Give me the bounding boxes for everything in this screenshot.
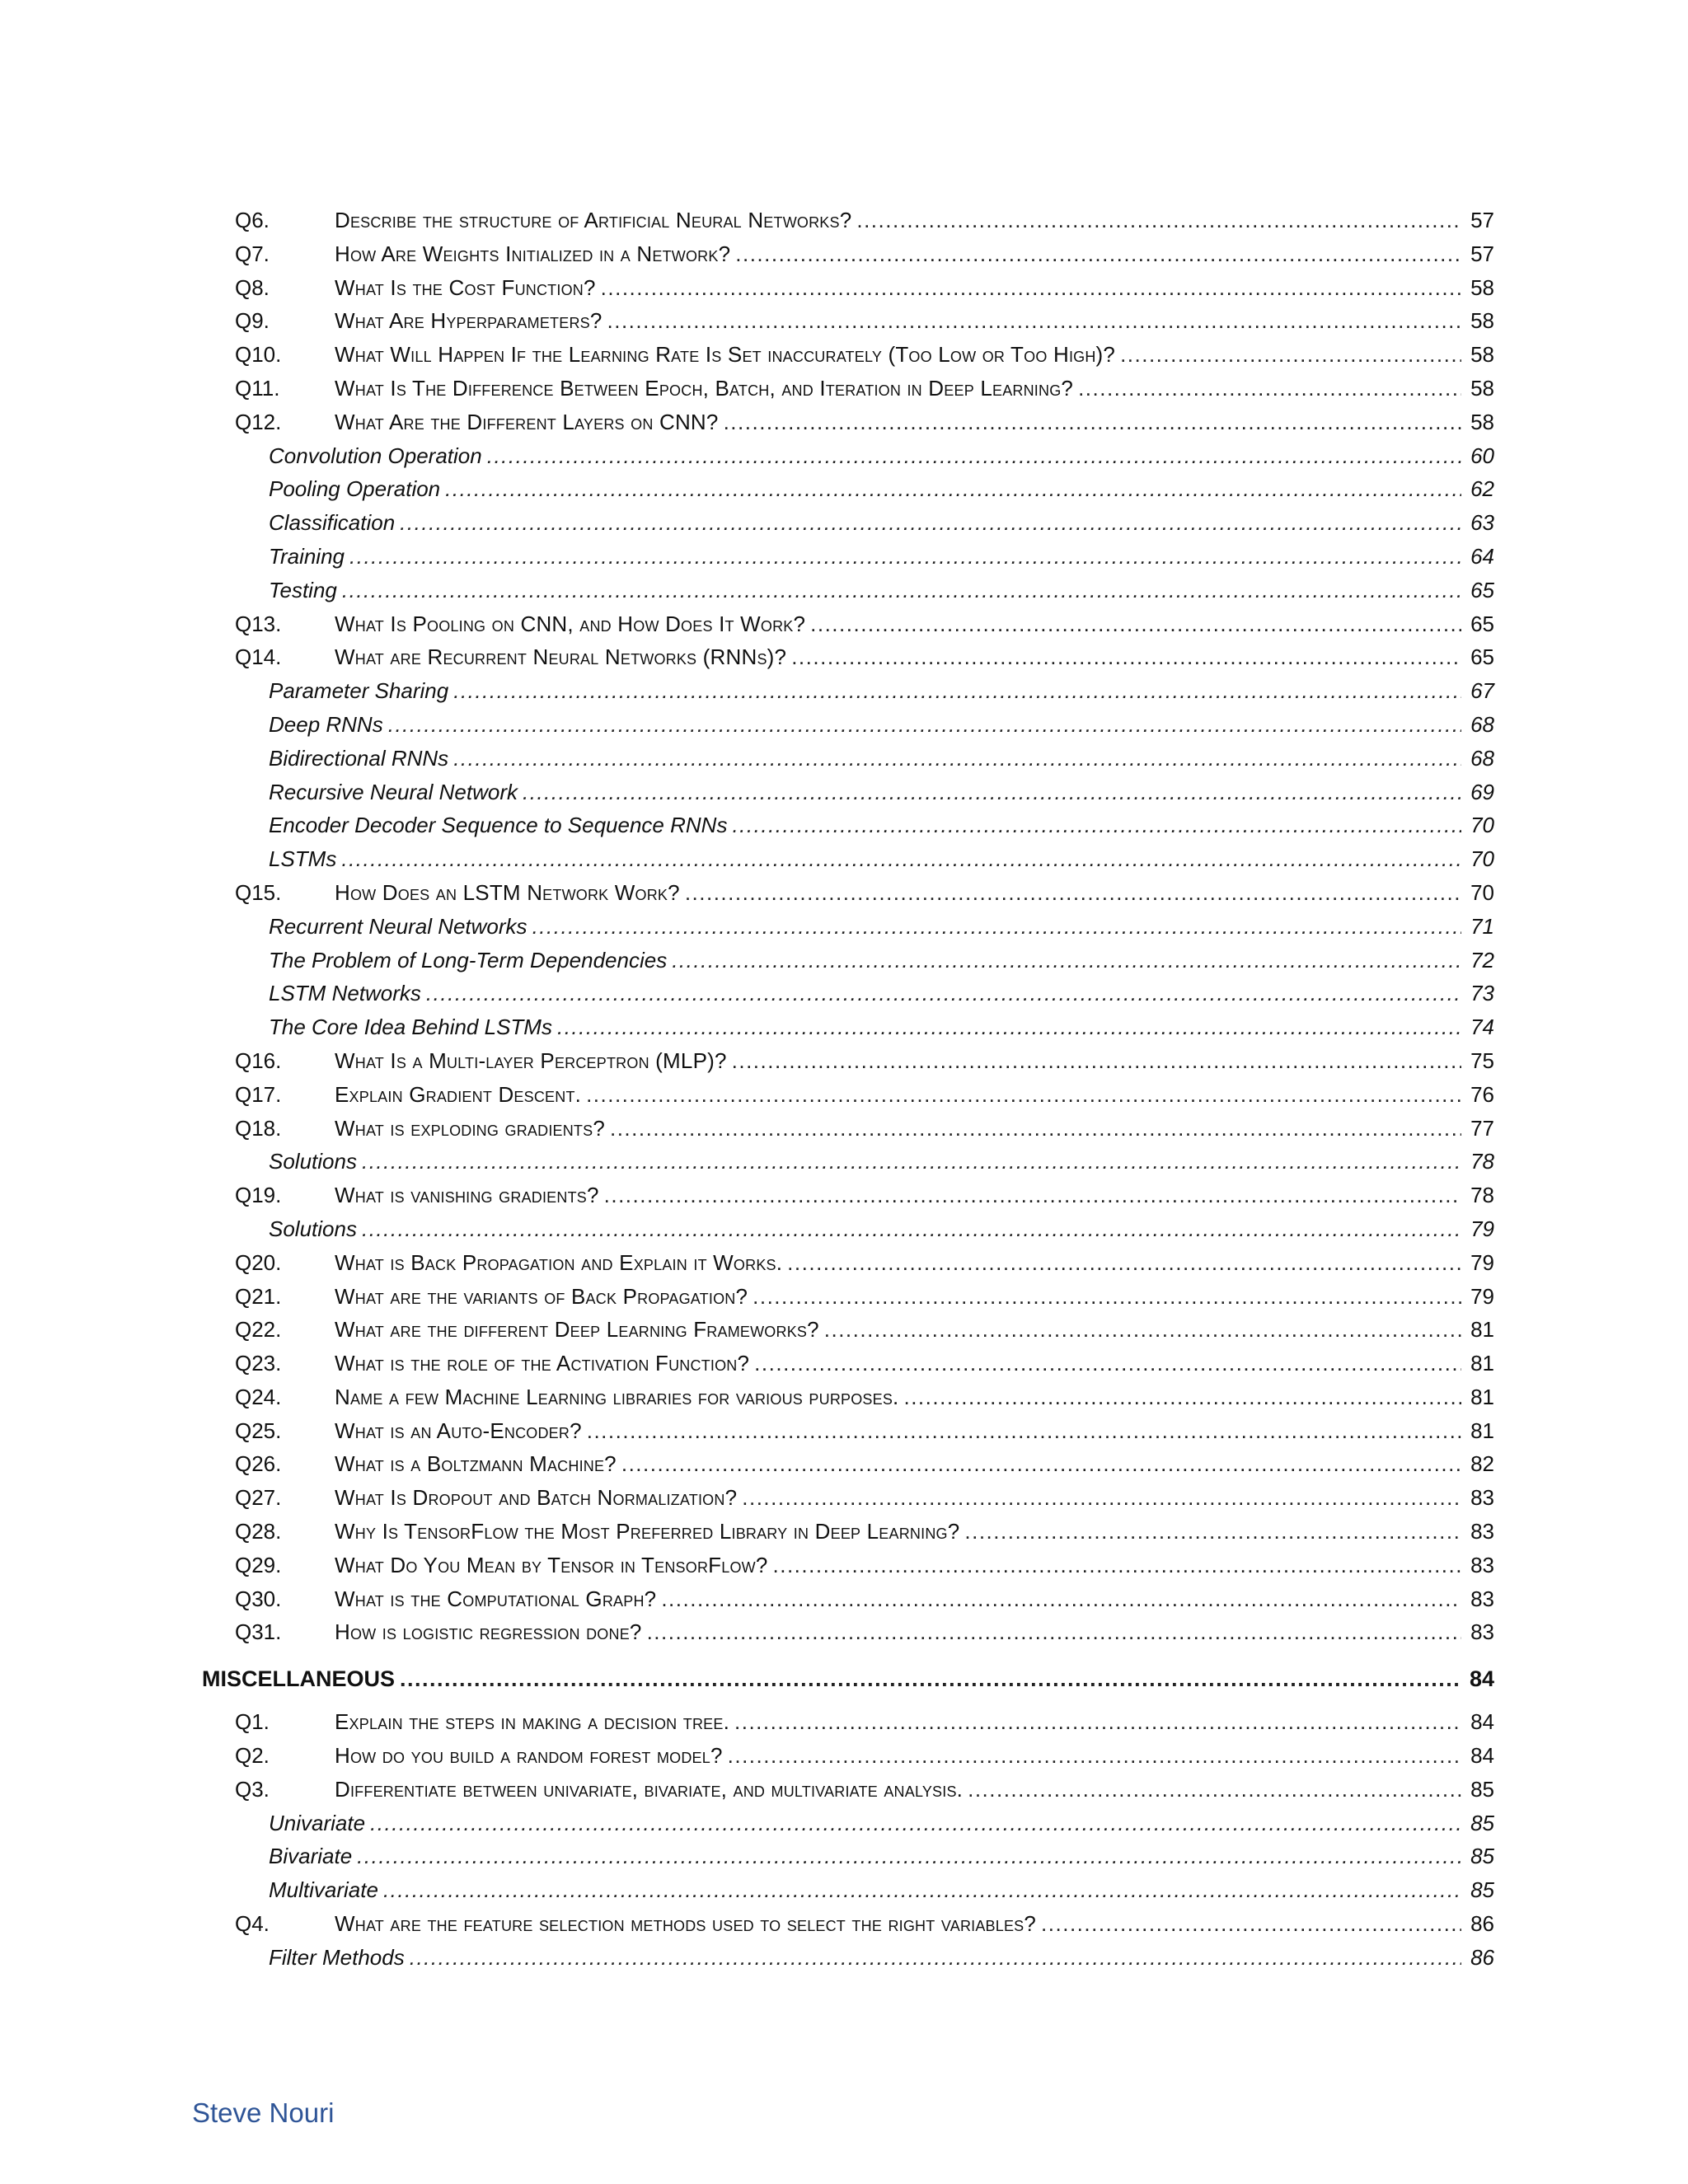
toc-entry-title: Parameter Sharing (269, 674, 453, 708)
toc-entry-title: The Core Idea Behind LSTMs (269, 1010, 557, 1044)
toc-entry-title: Describe the structure of Artificial Neural Networks? (335, 204, 856, 237)
toc-page-number: 84 (1470, 1709, 1494, 1735)
toc-entry-title: Deep RNNs (269, 708, 388, 742)
toc-dot-leader (532, 910, 1461, 944)
toc-dot-leader (1041, 1907, 1461, 1941)
toc-question-entry[interactable] (202, 1773, 1494, 1807)
toc-page-number: 63 (1470, 510, 1494, 536)
toc-page-number: 83 (1470, 1619, 1494, 1645)
toc-question-entry[interactable] (202, 1044, 1494, 1078)
toc-entry-title: Why Is TensorFlow the Most Preferred Library in Deep Learning? (335, 1515, 964, 1549)
toc-entry-title: What are the variants of Back Propagation? (335, 1280, 753, 1314)
toc-page-number: 79 (1470, 1216, 1494, 1241)
toc-entry-number: Q22. (235, 1317, 282, 1343)
toc-entry-title: Recurrent Neural Networks (269, 910, 532, 944)
toc-page-number: 68 (1470, 711, 1494, 737)
toc-page-number: 65 (1470, 611, 1494, 636)
toc-dot-leader (370, 1807, 1461, 1840)
toc-dot-leader (903, 1380, 1461, 1414)
toc-dot-leader (647, 1615, 1461, 1649)
toc-question-entry[interactable] (202, 1347, 1494, 1380)
toc-entry-number: Q9. (235, 308, 270, 334)
toc-entry-title: The Problem of Long-Term Dependencies (269, 944, 672, 977)
toc-dot-leader (964, 1515, 1461, 1549)
toc-question-entry[interactable] (202, 1112, 1494, 1146)
toc-page-number: 81 (1470, 1418, 1494, 1443)
toc-page-number: 70 (1470, 846, 1494, 872)
toc-entry-number: Q7. (235, 241, 270, 266)
toc-entry-title: Bidirectional RNNs (269, 742, 453, 776)
toc-entry-title: Explain the steps in making a decision tree. (335, 1705, 734, 1739)
toc-dot-leader (388, 708, 1461, 742)
toc-entry-number: Q11. (235, 375, 280, 401)
toc-dot-leader (753, 1280, 1461, 1314)
toc-page-number: 75 (1470, 1047, 1494, 1073)
toc-dot-leader (586, 1078, 1461, 1112)
toc-question-entry[interactable] (202, 1582, 1494, 1616)
toc-dot-leader (728, 1739, 1461, 1773)
toc-page-number: 85 (1470, 1776, 1494, 1802)
toc-question-entry[interactable] (202, 1705, 1494, 1739)
toc-subsection-entry[interactable] (202, 1145, 1494, 1179)
toc-subsection-entry[interactable] (202, 708, 1494, 742)
toc-entry-title: Multivariate (269, 1873, 383, 1907)
toc-dot-leader (791, 640, 1461, 674)
toc-entry-number: Q1. (235, 1709, 270, 1735)
toc-entry-title: What is a Boltzmann Machine? (335, 1447, 621, 1481)
toc-entry-number: Q10. (235, 342, 282, 368)
toc-page-number: 81 (1470, 1351, 1494, 1376)
toc-page-number: 84 (1469, 1666, 1494, 1692)
toc-entry-number: Q12. (235, 409, 282, 434)
toc-entry-title: What are the feature selection methods used to select the right variables? (335, 1907, 1041, 1941)
toc-page-number: 79 (1470, 1249, 1494, 1275)
toc-dot-leader (754, 1347, 1461, 1380)
toc-page-number: 81 (1470, 1317, 1494, 1343)
toc-question-entry[interactable] (202, 1414, 1494, 1448)
toc-subsection-entry[interactable] (202, 742, 1494, 776)
toc-question-entry[interactable] (202, 1447, 1494, 1481)
toc-page-number: 58 (1470, 342, 1494, 368)
toc-page-number: 58 (1470, 308, 1494, 334)
toc-entry-title: How is logistic regression done? (335, 1615, 647, 1649)
toc-question-entry[interactable] (202, 1907, 1494, 1941)
toc-dot-leader (968, 1773, 1461, 1807)
toc-entry-number: Q4. (235, 1911, 270, 1937)
toc-dot-leader (621, 1447, 1461, 1481)
toc-entry-title: What Are the Different Layers on CNN? (335, 405, 724, 439)
toc-dot-leader (362, 1145, 1461, 1179)
toc-entry-title: What is exploding gradients? (335, 1112, 610, 1146)
toc-question-entry[interactable] (202, 1615, 1494, 1649)
toc-page-number: 72 (1470, 947, 1494, 972)
toc-entry-title: What Is The Difference Between Epoch, Batch, and Iteration in Deep Learning? (335, 372, 1078, 405)
toc-entry-title: Univariate (269, 1807, 370, 1840)
toc-dot-leader (661, 1582, 1461, 1616)
toc-dot-leader (604, 1179, 1461, 1212)
toc-subsection-entry[interactable] (202, 439, 1494, 473)
toc-page-number: 83 (1470, 1552, 1494, 1577)
toc-entry-number: Q26. (235, 1451, 282, 1477)
toc-question-entry[interactable] (202, 271, 1494, 305)
toc-question-entry[interactable] (202, 1078, 1494, 1112)
toc-page-number: 58 (1470, 409, 1494, 434)
toc-entry-title: LSTMs (269, 842, 341, 876)
toc-entry-title: How do you build a random forest model? (335, 1739, 728, 1773)
toc-dot-leader (601, 271, 1461, 305)
toc-entry-number: Q8. (235, 274, 270, 300)
toc-question-entry[interactable] (202, 607, 1494, 641)
toc-question-entry[interactable] (202, 338, 1494, 372)
toc-dot-leader (607, 304, 1461, 338)
toc-page-number: 78 (1470, 1149, 1494, 1174)
toc-entry-number: Q13. (235, 611, 282, 636)
toc-page-number: 76 (1470, 1081, 1494, 1107)
toc-entry-title: Recursive Neural Network (269, 776, 523, 809)
toc-entry-number: Q25. (235, 1418, 282, 1443)
toc-dot-leader (610, 1112, 1461, 1146)
toc-entry-title: Filter Methods (269, 1941, 410, 1975)
toc-entry-number: Q14. (235, 644, 282, 670)
toc-entry-title: Training (269, 540, 349, 574)
toc-page-number: 68 (1470, 745, 1494, 771)
toc-dot-leader (1120, 338, 1461, 372)
toc-entry-title: Bivariate (269, 1840, 357, 1873)
toc-entry-number: Q24. (235, 1384, 282, 1409)
table-of-contents (202, 204, 1494, 1975)
toc-entry-title: What are the different Deep Learning Frameworks? (335, 1313, 824, 1347)
toc-subsection-entry[interactable] (202, 1941, 1494, 1975)
toc-entry-title: What Do You Mean by Tensor in TensorFlow? (335, 1549, 773, 1582)
toc-dot-leader (773, 1549, 1462, 1582)
toc-page-number: 65 (1470, 644, 1494, 670)
toc-page-number: 79 (1470, 1283, 1494, 1309)
toc-page-number: 69 (1470, 779, 1494, 804)
toc-entry-number: Q16. (235, 1047, 282, 1073)
toc-entry-title: Solutions (269, 1145, 362, 1179)
toc-page-number: 86 (1470, 1944, 1494, 1970)
toc-question-entry[interactable] (202, 1313, 1494, 1347)
toc-subsection-entry[interactable] (202, 776, 1494, 809)
toc-entry-number: Q19. (235, 1183, 282, 1208)
toc-entry-title: What is Back Propagation and Explain it Works. (335, 1246, 787, 1280)
toc-page-number: 84 (1470, 1743, 1494, 1769)
toc-question-entry[interactable] (202, 204, 1494, 237)
toc-entry-title: Pooling Operation (269, 472, 445, 506)
toc-entry-title: Classification (269, 506, 400, 540)
toc-page-number: 67 (1470, 678, 1494, 704)
toc-dot-leader (523, 776, 1461, 809)
toc-entry-title: What Is a Multi-layer Perceptron (MLP)? (335, 1044, 732, 1078)
toc-page-number: 70 (1470, 879, 1494, 905)
toc-subsection-entry[interactable] (202, 1010, 1494, 1044)
toc-entry-title: LSTM Networks (269, 977, 426, 1010)
toc-entry-number: Q30. (235, 1586, 282, 1611)
toc-page-number: 82 (1470, 1451, 1494, 1477)
toc-page-number: 86 (1470, 1911, 1494, 1937)
toc-dot-leader (787, 1246, 1461, 1280)
toc-question-entry[interactable] (202, 1549, 1494, 1582)
toc-question-entry[interactable] (202, 372, 1494, 405)
toc-entry-number: Q28. (235, 1519, 282, 1544)
toc-page-number: 83 (1470, 1586, 1494, 1611)
toc-page-number: 71 (1470, 913, 1494, 939)
toc-page-number: 78 (1470, 1183, 1494, 1208)
toc-subsection-entry[interactable] (202, 808, 1494, 842)
toc-dot-leader (357, 1840, 1461, 1873)
toc-dot-leader (735, 237, 1461, 271)
toc-dot-leader (349, 540, 1461, 574)
toc-dot-leader (824, 1313, 1461, 1347)
toc-dot-leader (810, 607, 1461, 641)
toc-entry-title: What Is Pooling on CNN, and How Does It Work? (335, 607, 810, 641)
toc-entry-number: Q20. (235, 1249, 282, 1275)
toc-entry-title: Name a few Machine Learning libraries for various purposes. (335, 1380, 903, 1414)
toc-page-number: 74 (1470, 1015, 1494, 1040)
toc-page-number: 83 (1470, 1519, 1494, 1544)
toc-entry-title: How Does an LSTM Network Work? (335, 876, 685, 910)
toc-entry-title: What is an Auto-Encoder? (335, 1414, 587, 1448)
toc-page-number: 83 (1470, 1485, 1494, 1511)
toc-entry-title: What is the Computational Graph? (335, 1582, 661, 1616)
toc-page-number: 57 (1470, 241, 1494, 266)
toc-dot-leader (453, 742, 1461, 776)
toc-entry-number: Q18. (235, 1115, 282, 1141)
toc-subsection-entry[interactable] (202, 977, 1494, 1010)
toc-question-entry[interactable] (202, 304, 1494, 338)
toc-entry-title: Explain Gradient Descent. (335, 1078, 586, 1112)
toc-page-number: 58 (1470, 375, 1494, 401)
toc-dot-leader (410, 1941, 1461, 1975)
toc-subsection-entry[interactable] (202, 842, 1494, 876)
toc-dot-leader (453, 674, 1461, 708)
toc-dot-leader (732, 808, 1461, 842)
toc-page-number: 65 (1470, 577, 1494, 602)
toc-page-number: 62 (1470, 476, 1494, 502)
toc-page-number: 85 (1470, 1877, 1494, 1903)
toc-question-entry[interactable] (202, 1515, 1494, 1549)
toc-subsection-entry[interactable] (202, 540, 1494, 574)
toc-entry-title: Solutions (269, 1212, 362, 1246)
toc-page-number: 85 (1470, 1844, 1494, 1869)
toc-question-entry[interactable] (202, 640, 1494, 674)
toc-question-entry[interactable] (202, 1739, 1494, 1773)
toc-page-number: 70 (1470, 813, 1494, 838)
toc-dot-leader (742, 1481, 1461, 1515)
toc-page-number: 60 (1470, 443, 1494, 468)
toc-question-entry[interactable] (202, 1481, 1494, 1515)
toc-dot-leader (342, 574, 1461, 607)
toc-entry-number: Q31. (235, 1619, 282, 1645)
toc-question-entry[interactable] (202, 405, 1494, 439)
toc-question-entry[interactable] (202, 1380, 1494, 1414)
toc-entry-number: Q15. (235, 879, 282, 905)
toc-dot-leader (1078, 372, 1461, 405)
toc-entry-title: What are Recurrent Neural Networks (RNNs)? (335, 640, 791, 674)
toc-entry-title: Encoder Decoder Sequence to Sequence RNNs (269, 808, 732, 842)
toc-entry-number: Q21. (235, 1283, 282, 1309)
toc-dot-leader (362, 1212, 1461, 1246)
toc-dot-leader (341, 842, 1461, 876)
toc-entry-title: What Is Dropout and Batch Normalization? (335, 1481, 742, 1515)
toc-entry-title: What Will Happen If the Learning Rate Is Set inaccurately (Too Low or Too High)? (335, 338, 1120, 372)
toc-question-entry[interactable] (202, 1280, 1494, 1314)
toc-dot-leader (587, 1414, 1461, 1448)
toc-dot-leader (445, 472, 1461, 506)
toc-entry-title: What Are Hyperparameters? (335, 304, 607, 338)
toc-subsection-entry[interactable] (202, 944, 1494, 977)
toc-dot-leader (685, 876, 1461, 910)
toc-subsection-entry[interactable] (202, 1807, 1494, 1840)
toc-entry-title: What is vanishing gradients? (335, 1179, 604, 1212)
footer-author: Steve Nouri (192, 2097, 335, 2128)
toc-entry-title: Convolution Operation (269, 439, 487, 473)
toc-dot-leader (732, 1044, 1461, 1078)
toc-dot-leader (426, 977, 1461, 1010)
toc-entry-title: What is the role of the Activation Function? (335, 1347, 754, 1380)
toc-subsection-entry[interactable] (202, 506, 1494, 540)
toc-dot-leader (383, 1873, 1461, 1907)
toc-entry-number: Q29. (235, 1552, 282, 1577)
toc-entry-title: How Are Weights Initialized in a Network? (335, 237, 735, 271)
toc-page-number: 77 (1470, 1115, 1494, 1141)
toc-entry-title: Testing (269, 574, 342, 607)
toc-entry-title: What Is the Cost Function? (335, 271, 601, 305)
toc-question-entry[interactable] (202, 1179, 1494, 1212)
toc-question-entry[interactable] (202, 237, 1494, 271)
toc-dot-leader (734, 1705, 1461, 1739)
toc-dot-leader (856, 204, 1461, 237)
toc-entry-number: Q2. (235, 1743, 270, 1769)
toc-question-entry[interactable] (202, 1246, 1494, 1280)
toc-dot-leader (400, 506, 1461, 540)
toc-page-number: 81 (1470, 1384, 1494, 1409)
toc-subsection-entry[interactable] (202, 1840, 1494, 1873)
toc-entry-number: Q27. (235, 1485, 282, 1511)
toc-dot-leader (487, 439, 1461, 473)
toc-page-number: 58 (1470, 274, 1494, 300)
toc-dot-leader (724, 405, 1461, 439)
toc-page-number: 57 (1470, 208, 1494, 232)
toc-entry-title: Differentiate between univariate, bivariate, and multivariate analysis. (335, 1773, 968, 1807)
toc-page-number: 73 (1470, 981, 1494, 1006)
toc-section-heading[interactable] (202, 1661, 1494, 1697)
toc-page-number: 85 (1470, 1810, 1494, 1835)
toc-subsection-entry[interactable] (202, 1873, 1494, 1907)
toc-entry-number: Q6. (235, 208, 270, 232)
toc-subsection-entry[interactable] (202, 1212, 1494, 1246)
toc-entry-title: MISCELLANEOUS (202, 1661, 400, 1697)
toc-entry-number: Q17. (235, 1081, 282, 1107)
toc-entry-number: Q23. (235, 1351, 282, 1376)
toc-question-entry[interactable] (202, 876, 1494, 910)
toc-dot-leader (557, 1010, 1461, 1044)
toc-subsection-entry[interactable] (202, 472, 1494, 506)
toc-page-number: 64 (1470, 543, 1494, 569)
toc-entry-number: Q3. (235, 1776, 270, 1802)
toc-subsection-entry[interactable] (202, 574, 1494, 607)
toc-subsection-entry[interactable] (202, 910, 1494, 944)
toc-dot-leader (400, 1661, 1461, 1697)
toc-dot-leader (672, 944, 1461, 977)
toc-subsection-entry[interactable] (202, 674, 1494, 708)
